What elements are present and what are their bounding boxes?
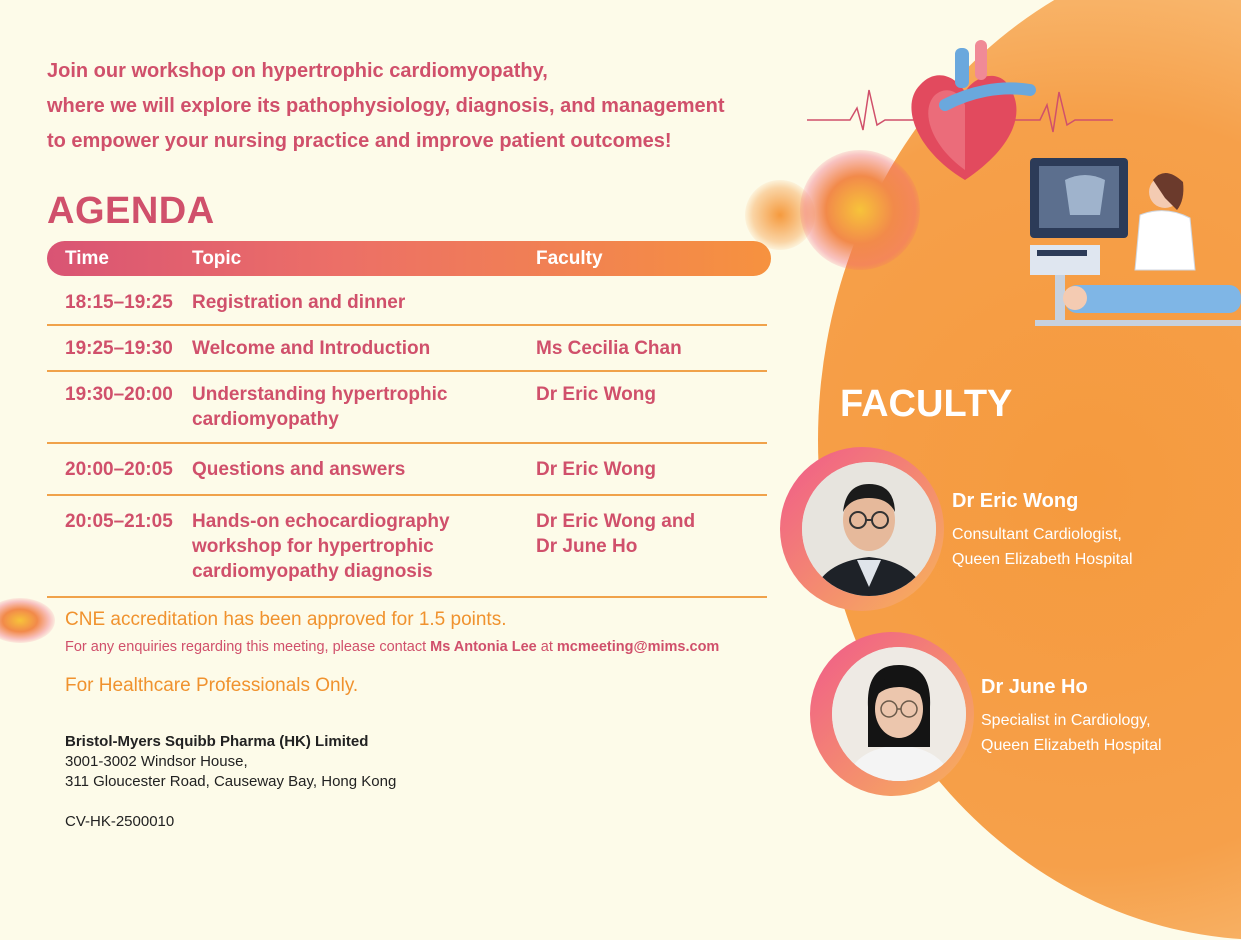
hcp-only-note: For Healthcare Professionals Only. xyxy=(65,675,359,696)
faculty-photo-eric-wong xyxy=(802,462,936,596)
faculty-photo-frame xyxy=(780,447,944,611)
faculty-role-line: Consultant Cardiologist, xyxy=(952,526,1122,543)
agenda-row xyxy=(47,509,767,598)
intro-line: where we will explore its pathophysiology, diagnosis, and management xyxy=(47,95,725,117)
intro-line: to empower your nursing practice and improve patient outcomes! xyxy=(47,130,672,152)
company-name: Bristol-Myers Squibb Pharma (HK) Limited xyxy=(65,733,369,750)
row-time: 18:15–19:25 xyxy=(65,292,173,313)
agenda-row xyxy=(47,457,767,496)
row-faculty: Dr Eric Wong xyxy=(536,384,656,405)
company-address-line: 3001-3002 Windsor House, xyxy=(65,753,248,770)
enquiry-email-link[interactable]: mcmeeting@mims.com xyxy=(556,639,720,655)
faculty-photo-june-ho xyxy=(832,647,966,781)
faculty-role xyxy=(952,522,1133,572)
row-topic: Hands-on echocardiography workshop for hypertrophic cardiomyopathy diagnosis xyxy=(192,511,450,582)
header-time: Time xyxy=(65,248,110,269)
enquiry-prefix: For any enquiries regarding this meeting, please contact xyxy=(65,639,431,655)
agenda-row xyxy=(47,290,767,326)
document-code: CV-HK-2500010 xyxy=(65,813,175,830)
row-topic: Registration and dinner xyxy=(192,292,406,313)
row-time: 19:25–19:30 xyxy=(65,338,173,359)
agenda-title: AGENDA xyxy=(47,190,215,232)
header-topic: Topic xyxy=(192,248,242,269)
ultrasound-illustration xyxy=(1025,150,1241,330)
company-address xyxy=(65,732,396,792)
decorative-glow xyxy=(0,598,55,643)
row-faculty: Dr Eric Wong and Dr June Ho xyxy=(536,511,696,557)
header-faculty: Faculty xyxy=(536,248,603,269)
agenda-row xyxy=(47,382,767,444)
row-faculty: Dr Eric Wong xyxy=(536,459,656,480)
row-topic: Welcome and Introduction xyxy=(192,338,431,359)
agenda-row xyxy=(47,336,767,372)
faculty-name: Dr June Ho xyxy=(981,676,1088,698)
intro-line: Join our workshop on hypertrophic cardiomyopathy, xyxy=(47,60,548,82)
enquiry-contact: Ms Antonia Lee xyxy=(430,639,537,655)
faculty-role-line: Queen Elizabeth Hospital xyxy=(981,737,1162,754)
agenda-table-header xyxy=(47,241,771,276)
row-time: 19:30–20:00 xyxy=(65,384,173,405)
enquiry-middle: at xyxy=(536,639,557,655)
row-topic: Questions and answers xyxy=(192,459,406,480)
row-time: 20:00–20:05 xyxy=(65,459,173,480)
faculty-title: FACULTY xyxy=(840,383,1013,425)
row-faculty: Ms Cecilia Chan xyxy=(536,338,682,359)
faculty-name: Dr Eric Wong xyxy=(952,490,1079,512)
faculty-role-line: Queen Elizabeth Hospital xyxy=(952,551,1133,568)
enquiry-note xyxy=(65,639,719,655)
row-topic: Understanding hypertrophic cardiomyopathy xyxy=(192,384,448,430)
faculty-role xyxy=(981,708,1162,758)
cne-accreditation-note: CNE accreditation has been approved for 1.5 points. xyxy=(65,609,507,630)
company-address-line: 311 Gloucester Road, Causeway Bay, Hong Kong xyxy=(65,773,397,790)
intro-text xyxy=(47,54,725,159)
faculty-photo-frame xyxy=(810,632,974,796)
row-time: 20:05–21:05 xyxy=(65,511,173,532)
faculty-role-line: Specialist in Cardiology, xyxy=(981,712,1151,729)
